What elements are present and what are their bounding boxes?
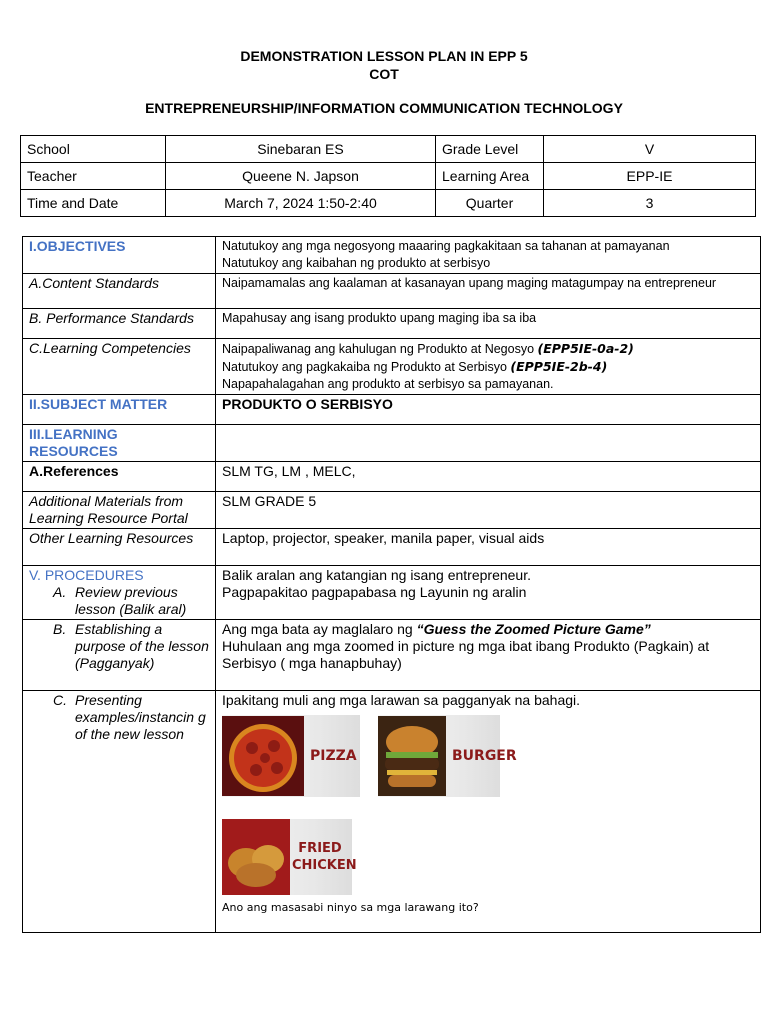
procedure-c-row: [23, 691, 761, 933]
objectives-cell: [216, 237, 761, 274]
subject-matter-label: II.SUBJECT MATTER: [23, 395, 216, 425]
performance-standards-row: [23, 309, 761, 339]
info-cell: Time and Date: [21, 190, 166, 217]
procedure-c-label: Presenting examples/instancin g of the new lesson: [75, 692, 206, 742]
objective-item: Natutukoy ang kaibahan ng produkto at serbisyo: [222, 256, 491, 270]
burger-label: BURGER: [452, 747, 517, 764]
procedures-label: V. PROCEDURES: [29, 567, 144, 583]
other-resources-row: [23, 529, 761, 566]
info-cell: EPP-IE: [544, 163, 756, 190]
competency-code: (EPP5IE-0a-2): [537, 341, 634, 356]
competency-code: (EPP5IE-2b-4): [510, 359, 608, 374]
info-cell: Teacher: [21, 163, 166, 190]
learning-resources-cell: [216, 425, 761, 462]
burger-image: [378, 716, 446, 796]
info-cell: Queene N. Japson: [166, 163, 436, 190]
procedure-c-label-cell: [23, 691, 216, 933]
objectives-row: [23, 237, 761, 274]
content-standards-row: [23, 274, 761, 309]
procedure-a-label: Review previous lesson (Balik aral): [75, 584, 187, 617]
references-row: [23, 462, 761, 492]
procedure-b-label-cell: [23, 620, 216, 691]
additional-materials-text: SLM GRADE 5: [216, 492, 761, 529]
info-table: [20, 135, 756, 217]
procedure-letter: B.: [53, 621, 67, 637]
title-line-1: DEMONSTRATION LESSON PLAN IN EPP 5: [240, 48, 528, 64]
procedure-a-cell: [216, 566, 761, 620]
procedure-a-row: [23, 566, 761, 620]
title-line-3: ENTREPRENEURSHIP/INFORMATION COMMUNICATION TECHNOLOGY: [145, 100, 623, 116]
other-resources-text: Laptop, projector, speaker, manila paper, visual aids: [216, 529, 761, 566]
fried-chicken-image: [222, 819, 290, 895]
procedure-a-text: Pagpapakitao pagpapabasa ng Layunin ng aralin: [222, 584, 527, 600]
procedure-b-text: Huhulaan ang mga zoomed in picture ng mga ibat ibang Produkto (Pagkain) at Serbisyo ( mga hanapbuhay): [222, 638, 710, 671]
subject-matter-text: PRODUKTO O SERBISYO: [216, 395, 761, 425]
fried-chicken-picture: [222, 819, 357, 895]
procedure-b-cell: [216, 620, 761, 691]
references-label: A.References: [23, 462, 216, 492]
pizza-picture: [222, 715, 360, 797]
competency-text: Natutukoy ang pagkakaiba ng Produkto at Serbisyo: [222, 360, 507, 374]
procedure-b-text: Ang mga bata ay maglalaro ng: [222, 621, 417, 637]
info-cell: School: [21, 136, 166, 163]
info-cell: V: [544, 136, 756, 163]
info-row: [21, 190, 756, 217]
additional-materials-row: [23, 492, 761, 529]
performance-standards-text: Mapahusay ang isang produkto upang maging iba sa iba: [216, 309, 761, 339]
info-cell: Sinebaran ES: [166, 136, 436, 163]
fried-chicken-label: FRIED CHICKEN: [292, 841, 357, 873]
additional-materials-label: Additional Materials from Learning Resource Portal: [23, 492, 216, 529]
content-standards-text: Naipamamalas ang kaalaman at kasanayan upang maging matagumpay na entrepreneur: [216, 274, 761, 309]
info-cell: Quarter: [436, 190, 544, 217]
objectives-label: I.OBJECTIVES: [23, 237, 216, 274]
info-cell: Grade Level: [436, 136, 544, 163]
burger-picture: [378, 715, 517, 797]
procedure-letter: C.: [53, 692, 67, 708]
procedure-c-cell: [216, 691, 761, 933]
procedure-c-text: Ipakitang muli ang mga larawan sa pagganyak na bahagi.: [222, 692, 581, 708]
procedure-c-question: Ano ang masasabi ninyo sa mga larawang ito?: [222, 901, 479, 914]
learning-resources-row: [23, 425, 761, 462]
lesson-plan-table: [22, 236, 761, 933]
competencies-cell: [216, 339, 761, 395]
procedure-a-label-cell: [23, 566, 216, 620]
game-title: “Guess the Zoomed Picture Game”: [416, 621, 651, 637]
procedure-a-text: Balik aralan ang katangian ng isang entrepreneur.: [222, 567, 531, 583]
procedure-letter: A.: [53, 584, 67, 600]
info-cell: March 7, 2024 1:50-2:40: [166, 190, 436, 217]
competencies-row: [23, 339, 761, 395]
info-cell: 3: [544, 190, 756, 217]
learning-resources-label: III.LEARNING RESOURCES: [23, 425, 216, 462]
title-line-2: COT: [369, 66, 399, 82]
competency-text: Napapahalagahan ang produkto at serbisyo sa pamayanan.: [222, 377, 554, 391]
subject-matter-row: [23, 395, 761, 425]
info-cell: Learning Area: [436, 163, 544, 190]
performance-standards-label: B. Performance Standards: [23, 309, 216, 339]
references-text: SLM TG, LM , MELC,: [216, 462, 761, 492]
info-row: [21, 163, 756, 190]
pizza-label: PIZZA: [310, 747, 357, 764]
competencies-label: C.Learning Competencies: [23, 339, 216, 395]
procedure-b-row: [23, 620, 761, 691]
competency-text: Naipapaliwanag ang kahulugan ng Produkto at Negosyo: [222, 342, 535, 356]
content-standards-label: A.Content Standards: [23, 274, 216, 309]
other-resources-label: Other Learning Resources: [23, 529, 216, 566]
procedure-b-label: Establishing a purpose of the lesson (Pagganyak): [75, 621, 209, 671]
pizza-image: [222, 716, 304, 796]
info-row: [21, 136, 756, 163]
objective-item: Natutukoy ang mga negosyong maaaring pagkakitaan sa tahanan at pamayanan: [222, 239, 670, 253]
